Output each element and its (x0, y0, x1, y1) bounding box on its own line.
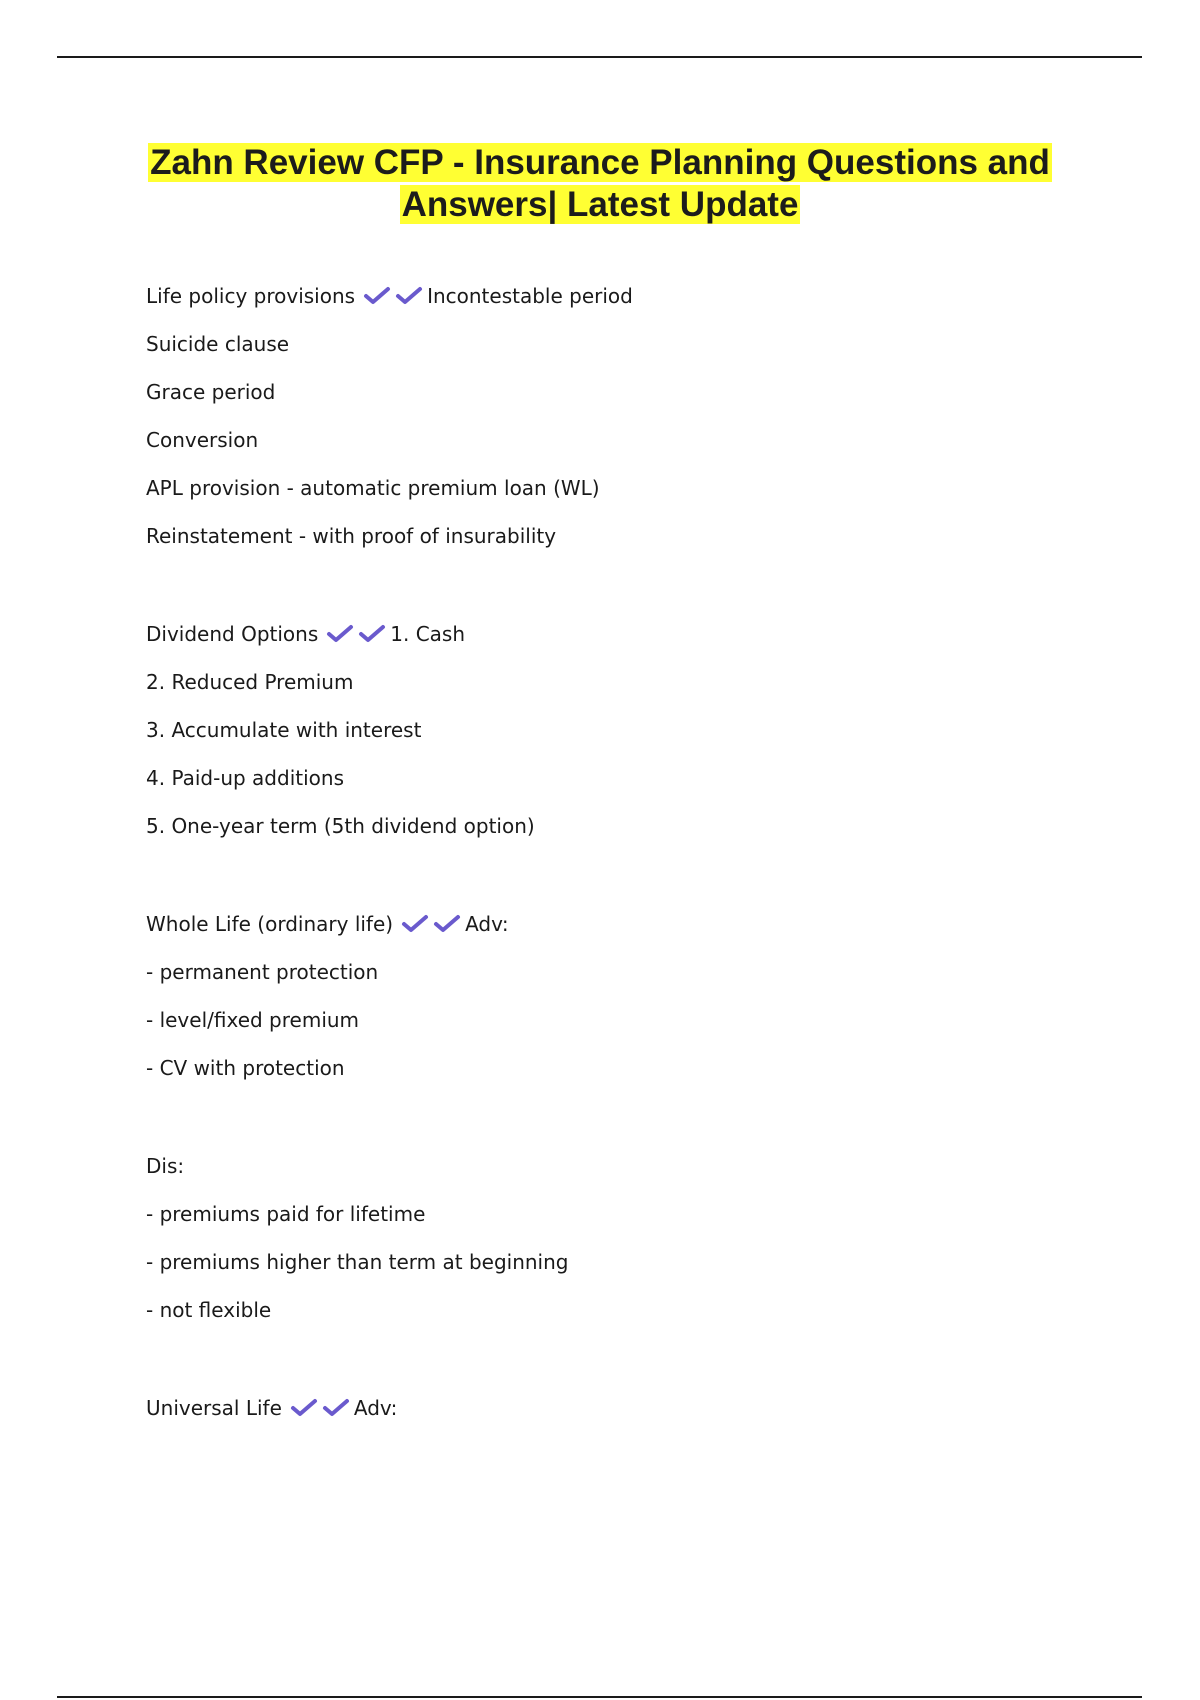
answer-text: Adv: (353, 1396, 398, 1420)
double-check-icon (363, 286, 423, 306)
answer-line: Grace period (146, 380, 276, 404)
question-text: Dividend Options (146, 622, 319, 646)
question-text: Life policy provisions (146, 284, 356, 308)
answer-line: Dis: (146, 1154, 185, 1178)
answer-line: - level/fixed premium (146, 1008, 360, 1032)
document-body (146, 280, 1106, 1440)
check-icon (358, 624, 386, 644)
question-line (146, 618, 1106, 666)
question-line (146, 280, 1106, 328)
check-icon (401, 914, 429, 934)
bottom-rule (57, 1696, 1142, 1698)
double-check-icon (401, 914, 461, 934)
question-line (146, 1392, 1106, 1440)
section-gap (146, 568, 1106, 618)
answer-line: 4. Paid-up additions (146, 766, 344, 790)
answer-line: Suicide clause (146, 332, 290, 356)
answer-line: - permanent protection (146, 960, 379, 984)
question-text: Whole Life (ordinary life) (146, 912, 394, 936)
answer-line: - premiums higher than term at beginning (146, 1250, 569, 1274)
section-gap (146, 1342, 1106, 1392)
top-rule (57, 56, 1142, 58)
answer-line: Reinstatement - with proof of insurability (146, 524, 557, 548)
check-icon (363, 286, 391, 306)
document-title (100, 142, 1100, 226)
section-gap (146, 1100, 1106, 1150)
check-icon (395, 286, 423, 306)
answer-text: 1. Cash (390, 622, 466, 646)
section-gap (146, 858, 1106, 908)
answer-line: 2. Reduced Premium (146, 670, 354, 694)
answer-line: 3. Accumulate with interest (146, 718, 422, 742)
double-check-icon (326, 624, 386, 644)
check-icon (433, 914, 461, 934)
title-line-2: Answers| Latest Update (401, 185, 799, 224)
answer-line: APL provision - automatic premium loan (WL) (146, 476, 600, 500)
double-check-icon (290, 1398, 350, 1418)
answer-text: Incontestable period (427, 284, 633, 308)
answer-text: Adv: (465, 912, 509, 936)
question-line (146, 908, 1106, 956)
answer-line: Conversion (146, 428, 259, 452)
answer-line: - CV with protection (146, 1056, 345, 1080)
check-icon (322, 1398, 350, 1418)
answer-line: - not flexible (146, 1298, 272, 1322)
question-text: Universal Life (146, 1396, 282, 1420)
check-icon (326, 624, 354, 644)
check-icon (290, 1398, 318, 1418)
answer-line: 5. One-year term (5th dividend option) (146, 814, 535, 838)
answer-line: - premiums paid for lifetime (146, 1202, 426, 1226)
title-line-1: Zahn Review CFP - Insurance Planning Questions and (150, 143, 1050, 182)
